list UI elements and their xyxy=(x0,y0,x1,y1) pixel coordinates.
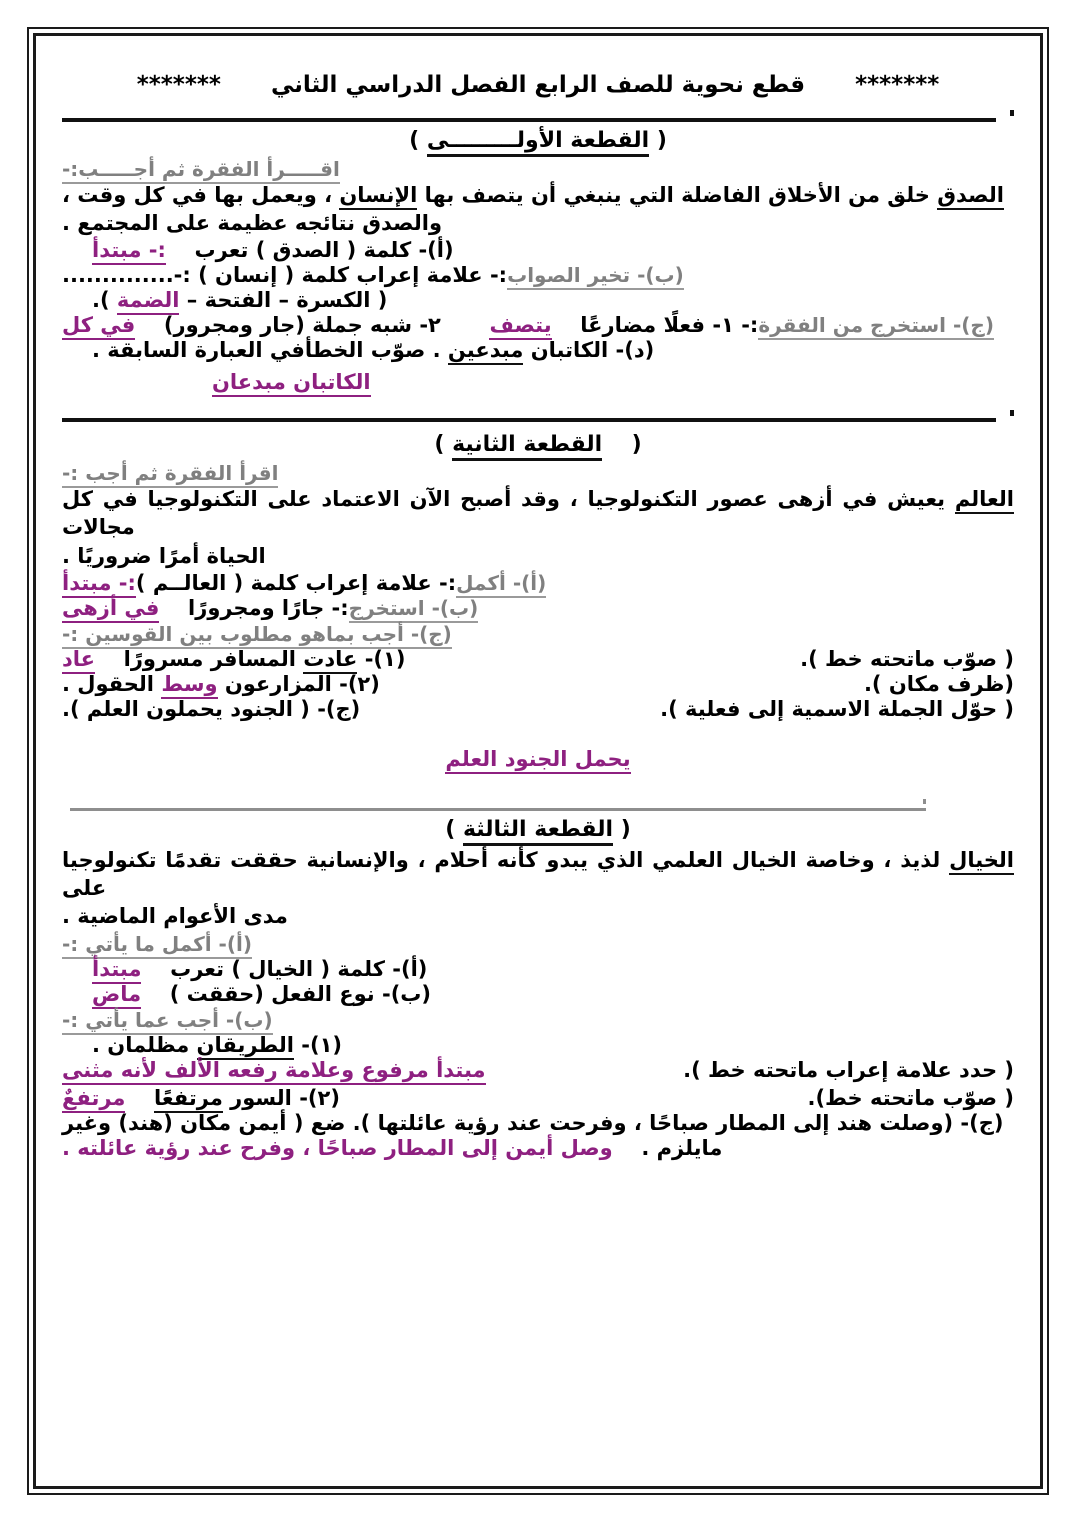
stars-left: ******* xyxy=(136,72,221,98)
paren-open: ( xyxy=(656,128,667,153)
page-title-text: قطع نحوية للصف الرابع الفصل الدراسي الثاني xyxy=(270,72,806,98)
item-1-hint: ( صوّب ماتحته خط ). xyxy=(800,646,1014,671)
paren-open: ( xyxy=(620,816,631,842)
page-content xyxy=(36,36,1040,1486)
passage-1-body-line2-text: والصدق نتائجه عظيمة على المجتمع . xyxy=(62,211,443,236)
passage-1-body-text: خلق من الأخلاق الفاضلة التي ينبغي أن يتصف بها xyxy=(417,183,938,207)
p3-question-a-label: (أ)- كلمة ( الخيال ) تعرب xyxy=(170,957,428,981)
item-2-pre: (٢)- المزارعون xyxy=(217,671,380,696)
passage-1-question-c xyxy=(62,313,1014,337)
p3-question-b-answer: ماض xyxy=(92,982,141,1009)
item-2-text xyxy=(62,672,380,696)
item-3-text: (ج)- ( الجنود يحملون العلم ). xyxy=(62,696,361,721)
question-b-options-suffix: ). xyxy=(92,288,117,313)
p3-instruction-b-text: (ب)- أجب عما يأتي :- xyxy=(62,1008,273,1035)
passage-2-question-a xyxy=(62,571,1014,595)
p3-item-2-hint: ( صوّب ماتحته خط). xyxy=(807,1086,1014,1110)
question-c-text-2: ٢- شبه جملة (جار ومجرور) xyxy=(163,313,441,338)
page-border-inner-2 xyxy=(34,34,1042,1488)
question-d-underlined: مبدعين xyxy=(448,338,524,365)
passage-3-heading-text: القطعة الثالثة xyxy=(463,817,613,846)
question-c-label: (ج)- استخرج من الفقرة xyxy=(758,313,994,337)
item-2-post: الحقول . xyxy=(62,671,162,696)
p2-question-a-label: (أ)- أكمل xyxy=(456,571,546,595)
p2-question-c-text: (ج)- أجب بماهو مطلوب بين القوسين :- xyxy=(62,622,452,649)
passage-3-question-a xyxy=(62,957,1014,981)
question-b-label: (ب)- تخير الصواب xyxy=(507,263,684,287)
passage-3-body-line2-text: مدى الأعوام الماضية . xyxy=(62,903,288,928)
passage-3-keyword: الخيال xyxy=(949,848,1014,875)
passage-1-question-b-options xyxy=(62,288,1014,312)
passage-1-heading-text: القطعة الأولـــــــــى xyxy=(427,128,649,157)
item-3-hint: ( حوّل الجملة الاسمية إلى فعلية ). xyxy=(660,696,1014,721)
passage-2-instruction-text: اقرأ الفقرة ثم أجب :- xyxy=(62,461,278,488)
question-a-label: (أ)- كلمة ( الصدق ) تعرب xyxy=(194,238,454,263)
p3-item-1-post: مظلمان . xyxy=(92,1033,197,1057)
passage-2-keyword: العالم xyxy=(955,487,1014,514)
paren-close: ) xyxy=(445,816,456,842)
passage-2-body-line2-text: الحياة أمرًا ضروريًا . xyxy=(62,543,266,568)
passage-2-instruction xyxy=(62,461,1014,485)
item-1-text xyxy=(62,647,405,671)
divider-rule xyxy=(70,808,926,811)
passage-2-heading-text: القطعة الثانية xyxy=(452,432,602,461)
passage-1-body-tail: ، ويعمل بها في كل وقت ، xyxy=(62,183,340,207)
passage-3-heading xyxy=(62,817,1014,842)
item-1-pre: (١)- xyxy=(357,646,406,671)
passage-1-heading xyxy=(62,128,1014,153)
p3-item-3-line1-text: (ج)- (وصلت هند إلى المطار صباحًا ، وفرحت عند رؤية عائلتها ). ضع ( أيمن مكان (هند) وغير xyxy=(62,1111,1004,1135)
divider-dot xyxy=(1010,110,1014,116)
paren-close: ) xyxy=(434,432,445,458)
stars-right: ******* xyxy=(855,72,940,98)
item-2-underlined: وسط xyxy=(161,672,217,699)
passage-3-item-1-answer-row xyxy=(62,1058,1014,1085)
passage-2-question-b xyxy=(62,596,1014,620)
paren-close: ) xyxy=(409,128,420,153)
p3-item-3-answer: وصل أيمن إلى المطار صباحًا ، وفرح عند رؤية عائلته . xyxy=(62,1136,613,1160)
p3-item-1-pre: (١)- xyxy=(293,1033,343,1057)
passage-3-body xyxy=(62,846,1014,902)
p3-item-2-answer: مرتفعٌ xyxy=(62,1086,125,1113)
question-d-text-post: . صوّب الخطأفي العبارة السابقة . xyxy=(92,338,448,363)
section-divider-2 xyxy=(62,404,1014,426)
passage-1-body xyxy=(62,181,1014,209)
item-1-answer: عاد xyxy=(62,647,95,674)
p2-question-b-label: (ب)- استخرج xyxy=(349,596,479,620)
p3-item-2-pre: (٢)- السور xyxy=(222,1086,340,1110)
document-page xyxy=(27,27,1049,1495)
p3-item-2-text xyxy=(62,1086,340,1110)
item-1-underlined: عادت xyxy=(303,647,357,674)
p3-item-1-answer: مبتدأ مرفوع وعلامة رفعه الألف لأنه مثنى xyxy=(62,1058,486,1085)
passage-2-body-text: يعيش في أزهى عصور التكنولوجيا ، وقد أصبح الآن الاعتماد على التكنولوجيا في كل مجالات xyxy=(62,487,955,540)
passage-1-instruction-text: اقـــــرأ الفقرة ثم أجـــــب:- xyxy=(62,157,340,184)
passage-1-question-a xyxy=(62,238,1014,262)
p3-question-b-label: (ب)- نوع الفعل (حققت ) xyxy=(169,982,432,1006)
question-c-answer-1: يتصف xyxy=(489,313,551,340)
passage-3-item-1 xyxy=(62,1033,1014,1057)
passage-3-body-line2 xyxy=(62,902,1014,930)
passage-2-heading xyxy=(62,432,1014,457)
question-d-text-pre: (د)- الكاتبان xyxy=(523,338,655,363)
passage-1-final-answer: الكاتبان مبدعان xyxy=(212,370,371,397)
p2-question-b-answer: في أزهى xyxy=(62,596,159,623)
passage-2-item-1 xyxy=(62,647,1014,671)
passage-2-item-3 xyxy=(62,697,1014,721)
passage-2-body-line2 xyxy=(62,542,1014,570)
question-b-options-prefix: ( الكسرة – الفتحة – xyxy=(179,288,388,313)
item-2-hint: (ظرف مكان ). xyxy=(863,671,1014,696)
p2-question-a-answer: :- مبتدأ xyxy=(62,571,136,598)
divider-rule xyxy=(62,118,996,122)
p2-question-b-text: :- جارًا ومجرورًا xyxy=(188,595,349,620)
p2-question-a-text: :- علامة إعراب كلمة ( العالــم ) xyxy=(135,570,457,595)
passage-2-body xyxy=(62,485,1014,541)
question-b-options-answer: الضمة xyxy=(117,288,180,315)
passage-1-answer-line xyxy=(62,370,1014,394)
passage-2-final-answer: يحمل الجنود العلم xyxy=(445,747,630,774)
p3-item-3-line2-pre: مايلزم . xyxy=(641,1136,723,1160)
divider-rule xyxy=(62,418,996,422)
question-c-answer-2: في كل xyxy=(62,313,135,340)
paren-open: ( xyxy=(631,432,642,458)
passage-3-item-3-line2 xyxy=(62,1136,1014,1160)
question-b-text: :- علامة إعراب كلمة ( إنسان ) :-.............. xyxy=(62,263,508,288)
passage-3-item-2 xyxy=(62,1086,1014,1110)
item-1-post: المسافر مسرورًا xyxy=(123,646,304,671)
passage-1-instruction xyxy=(62,157,1014,181)
p3-item-1-hint: ( حدد علامة إعراب ماتحته خط ). xyxy=(683,1058,1014,1082)
question-a-answer: :- مبتدأ xyxy=(92,238,166,265)
passage-1-keyword: الصدق xyxy=(937,183,1004,210)
p3-item-1-underlined: الطريقان xyxy=(197,1033,294,1060)
passage-1-question-d xyxy=(62,338,1014,362)
p3-question-a-answer: مبتدأ xyxy=(92,957,141,984)
section-divider-3 xyxy=(62,793,1014,815)
p3-item-2-underlined: مرتفعًا xyxy=(154,1086,223,1113)
passage-1-body-line2 xyxy=(62,209,1014,237)
divider-dot xyxy=(1010,410,1014,416)
question-c-text: :- ١- فعلًا مضارعًا xyxy=(580,313,759,338)
divider-dot xyxy=(923,799,926,804)
passage-2-question-c-label xyxy=(62,622,1014,646)
passage-2-answer-line xyxy=(62,747,1014,771)
page-title xyxy=(62,72,1014,98)
p3-instruction-a-text: (أ)- أكمل ما يأتي :- xyxy=(62,932,252,959)
passage-3-body-text: لذيذ ، وخاصة الخيال العلمي الذي يبدو كأنه أحلام ، والإنسانية حققت تقدمًا تكنولوجيا على xyxy=(62,847,950,900)
passage-2-item-2 xyxy=(62,672,1014,696)
passage-3-instruction-a xyxy=(62,932,1014,956)
passage-3-instruction-b xyxy=(62,1008,1014,1032)
section-divider-1 xyxy=(62,104,1014,126)
passage-3-item-3-line1 xyxy=(62,1111,1014,1135)
passage-1-question-b xyxy=(62,263,1014,287)
passage-3-question-b xyxy=(62,982,1014,1006)
passage-1-keyword-2: الإنسان xyxy=(339,183,417,210)
